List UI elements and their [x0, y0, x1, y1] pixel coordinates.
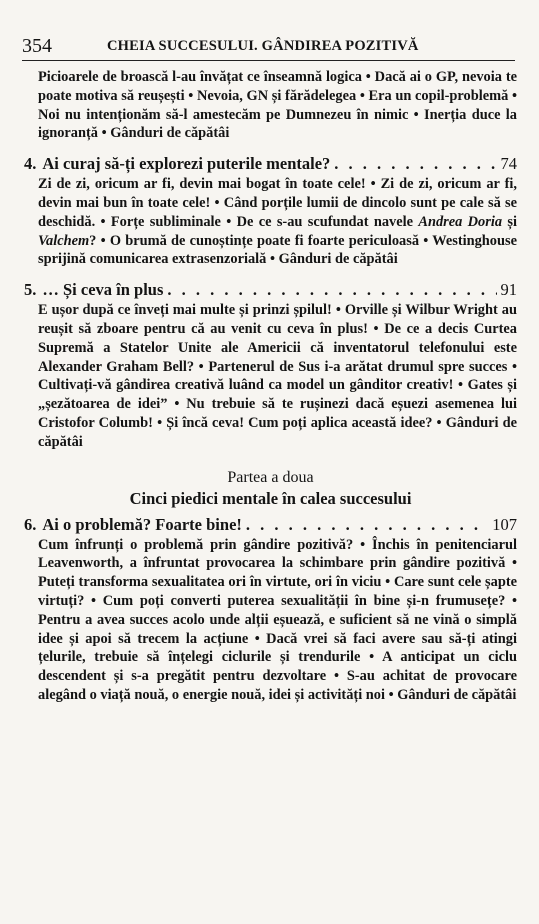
leader-dots: [246, 514, 488, 536]
chapter-summary: Cum înfrunți o problemă prin gândire pozitivă? • Închis în penitenciarul Leavenworth, a înfruntat provocarea la schimbare prin gândire pozitivă • Puteți transforma sexualitatea ori în virtute, ori în viciu • Care sunt cele șapte virtuți? • Cum poți converti puterea sexualității în bine și-n frumusețe? • Pentru a avea succes acolo unde alții eșuează, e suficient să ne vină o simplă idee și apoi să trecem la acțiune • Dacă vrei să faci avere sau să-ți atingi țelurile, trebuie să înțelegi ciclurile și trendurile • A anticipat un ciclu descendent și s-a pregătit pentru dezvoltare • S-au achitat de provocare alegând o viață nouă, o energie nouă, idei și activități noi • Gânduri de căpătâi: [38, 536, 517, 703]
chapter-number: 5.: [24, 280, 37, 300]
chapter-title: Ai o problemă? Foarte bine!: [42, 514, 242, 534]
chapter-page: 91: [500, 280, 517, 300]
chapter-page: 107: [492, 514, 517, 534]
leader-dots: [334, 153, 496, 175]
summary-text: Zi de zi, oricum ar fi, devin mai bogat în toate cele! • Zi de zi, oricum ar fi, devin mai bun în toate cele! • Când porțile lumii de dincolo sunt pe cale să se deschidă. • Forțe subliminale • De ce s-au scufundat navele: [38, 176, 517, 230]
chapter-number: 6.: [24, 514, 37, 534]
chapter-summary: [38, 175, 517, 269]
table-of-contents: [24, 68, 517, 705]
running-title: CHEIA SUCCESULUI. GÂNDIREA POZITIVĂ: [107, 38, 419, 54]
ship-name: Valchem: [38, 232, 90, 249]
ship-name: Andrea Doria: [418, 213, 503, 230]
part-label: Partea a doua: [227, 468, 314, 486]
chapter-number: 4.: [24, 154, 37, 174]
page-header: [22, 30, 515, 61]
part-heading: [24, 468, 517, 510]
part-title: Cinci piedici mentale în calea succesului: [129, 488, 412, 508]
chapter-summary: E ușor după ce înveți mai multe și prinzi șpilul! • Orville și Wilbur Wright au reușit să zboare pentru că au venit cu ceva în plus! • De ce a decis Curtea Supremă a Statelor Unite ale Americii că inventatorul telefonului este Alexander Graham Bell? • Partenerul de Sus i-a arătat drumul spre succes • Cultivați-vă gândirea creativă luând ca model un gânditor creativ! • Gates și „șezătoarea de idei” • Nu trebuie să te rușinezi dacă eșuezi asemenea lui Cristofor Columb! • Și încă ceva! Cum poți aplica această idee? • Gânduri de căpătâi: [38, 302, 517, 450]
intro-summary: Picioarele de broască l-au învățat ce înseamnă logica • Dacă ai o GP, nevoia te poate motiva să reușești • Nevoia, GN și fărădelegea • Era un copil-problemă • Noi nu intenționăm să-l amestecăm pe Dumnezeu în nimic • Inerția duce la ignoranță • Gânduri de căpătâi: [38, 69, 517, 142]
toc-entry-title: [24, 514, 517, 536]
toc-entry-4: [24, 153, 517, 269]
summary-text: ? • O brumă de cunoștințe poate fi foarte periculoasă • Westinghouse sprijină comunicarea extrasenzorială • Gânduri de căpătâi: [38, 232, 517, 268]
toc-entry-title: [24, 153, 517, 175]
chapter-page: 74: [500, 154, 517, 174]
toc-entry-5: [24, 279, 517, 451]
toc-entry-title: [24, 279, 517, 301]
toc-entry-6: [24, 514, 517, 705]
leader-dots: [167, 279, 496, 301]
chapter-title: … Și ceva în plus: [42, 280, 164, 300]
summary-text: și: [502, 213, 517, 230]
chapter-title: Ai curaj să-ți explorezi puterile mentale?: [42, 154, 331, 174]
page-number: 354: [22, 35, 52, 57]
